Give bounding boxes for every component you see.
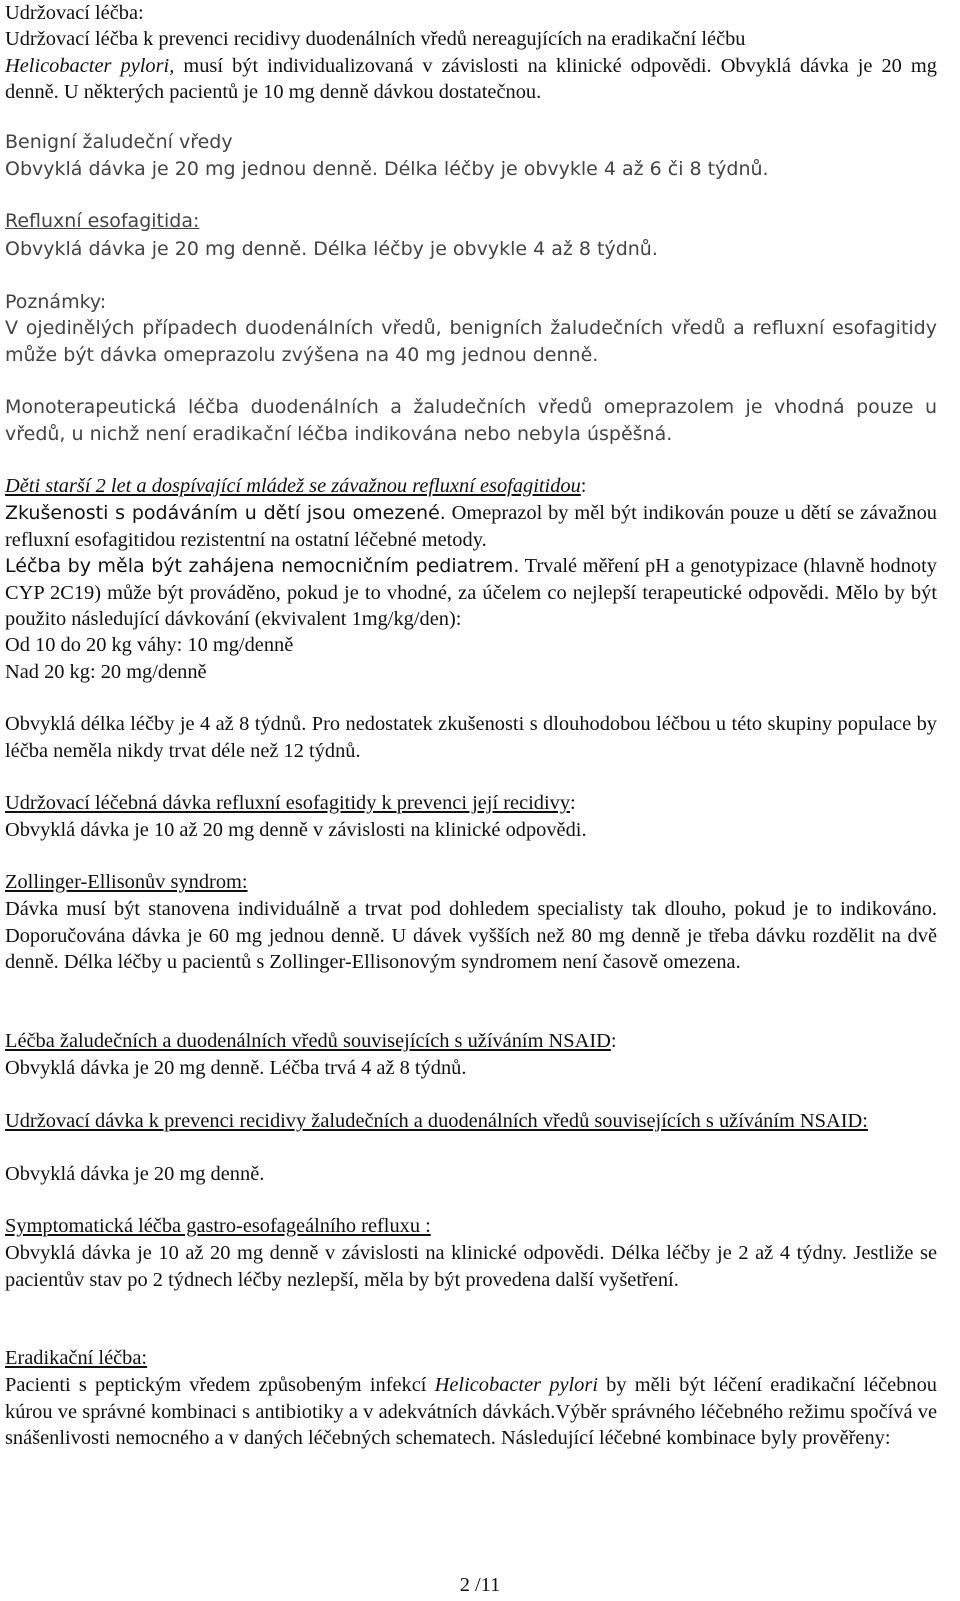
- reflux-title: Refluxní esofagitida:: [5, 210, 200, 232]
- ze-title: Zollinger-Ellisonův syndrom:: [5, 871, 248, 893]
- maint-title: Udržovací léčba:: [5, 2, 144, 24]
- dose-line-1: Od 10 do 20 kg váhy: 10 mg/denně: [5, 634, 294, 656]
- nsaid-maint-title: Udržovací dávka k prevenci recidivy žaludečních a duodenálních vředů souvisejících s užíváním NSAID:: [5, 1110, 868, 1132]
- ze-text: Dávka musí být stanovena individuálně a trvat pod dohledem specialisty tak dlouho, pokud je to indikováno. Doporučována dávka je 60 mg jednou denně. U dávek vyšších než 80 mg denně je třeba dávku rozdělit na dvě denně. Délka léčby u pacientů s Zollinger-Ellisonovým syndromem není časově omezena.: [5, 898, 937, 973]
- notes-text: V ojedinělých případech duodenálních vředů, benigních žaludečních vředů a refluxní esofagitidy může být dávka omeprazolu zvýšena na 40 mg jednou denně.: [5, 317, 937, 366]
- reflux-text: Obvyklá dávka je 20 mg denně. Délka léčby je obvykle 4 až 8 týdnů.: [5, 238, 658, 260]
- benign-title: Benigní žaludeční vředy: [5, 131, 233, 153]
- mono-text-1: Monoterapeutická léčba duodenálních a žaludečních vředů omeprazolem je vhodná pouze u: [5, 396, 937, 418]
- maint-text-b: musí být individualizovaná v závislosti na klinické odpovědi. Obvyklá dávka je 20 mg denně. U některých pacientů je 10 mg denně dávkou dostatečnou.: [5, 54, 937, 103]
- nsaid-text: Obvyklá dávka je 20 mg denně. Léčba trvá 4 až 8 týdnů.: [5, 1057, 467, 1079]
- gerd-title: Symptomatická léčba gastro-esofageálního refluxu :: [5, 1215, 431, 1237]
- mono-text-2: vředů, u nichž není eradikační léčba indikována nebo nebyla úspěšná.: [5, 423, 673, 445]
- nsaid-maint-text: Obvyklá dávka je 20 mg denně.: [5, 1163, 265, 1185]
- erad-title: Eradikační léčba:: [5, 1347, 148, 1369]
- maint-text: [5, 26, 937, 106]
- maint-text-hp: Helicobacter pylori,: [5, 54, 175, 77]
- maint-reflux-title: Udržovací léčebná dávka refluxní esofagitidy k prevenci její recidivy:: [5, 792, 576, 814]
- maint-reflux-text: Obvyklá dávka je 10 až 20 mg denně v závislosti na klinické odpovědi.: [5, 819, 587, 841]
- notes-title: Poznámky:: [5, 291, 107, 313]
- dose-line-2: Nad 20 kg: 20 mg/denně: [5, 661, 207, 683]
- children-title: Děti starší 2 let a dospívající mládež se závažnou refluxní esofagitidou:: [5, 475, 587, 497]
- children-text-b: Léčba by měla být zahájena nemocničním pediatrem. Trvalé měření pH a genotypizace (hlavně hodnoty CYP 2C19) může být prováděno, pokud je to vhodné, za účelem co nejlepší terapeutické odpovědi. Mělo by být použito následující dávkování (ekvivalent 1mg/kg/den):: [5, 555, 937, 630]
- gerd-text: Obvyklá dávka je 10 až 20 mg denně v závislosti na klinické odpovědi. Délka léčby je 2 až 4 týdny. Jestliže se pacientův stav po 2 týdnech léčby nezlepší, měla by být provedena další vyšetření.: [5, 1242, 937, 1291]
- nsaid-title: Léčba žaludečních a duodenálních vředů souvisejících s užíváním NSAID:: [5, 1030, 617, 1052]
- benign-text: Obvyklá dávka je 20 mg jednou denně. Délka léčby je obvykle 4 až 6 či 8 týdnů.: [5, 158, 769, 180]
- page-number: 2 /11: [459, 1574, 501, 1596]
- erad-text: Pacienti s peptickým vředem způsobeným infekcí Helicobacter pylori by měli být léčení eradikační léčebnou kúrou ve správné kombinaci s antibiotiky a v adekvátních dávkách.Výběr správného léčebného režimu spočívá ve snášenlivosti nemocného a v daných léčebných schematech. Následující léčebné kombinace byly prověřeny:: [5, 1374, 937, 1449]
- maint-text-a: Udržovací léčba k prevenci recidivy duodenálních vředů nereagujících na eradikační léčbu: [5, 28, 746, 50]
- duration-text: Obvyklá délka léčby je 4 až 8 týdnů. Pro nedostatek zkušenosti s dlouhodobou léčbou u této skupiny populace by léčba neměla nikdy trvat déle než 12 týdnů.: [5, 713, 937, 762]
- children-text-a: Zkušenosti s podáváním u dětí jsou omezené. Omeprazol by měl být indikován pouze u dětí se závažnou refluxní esofagitidou rezistentní na ostatní léčebné metody.: [5, 502, 937, 551]
